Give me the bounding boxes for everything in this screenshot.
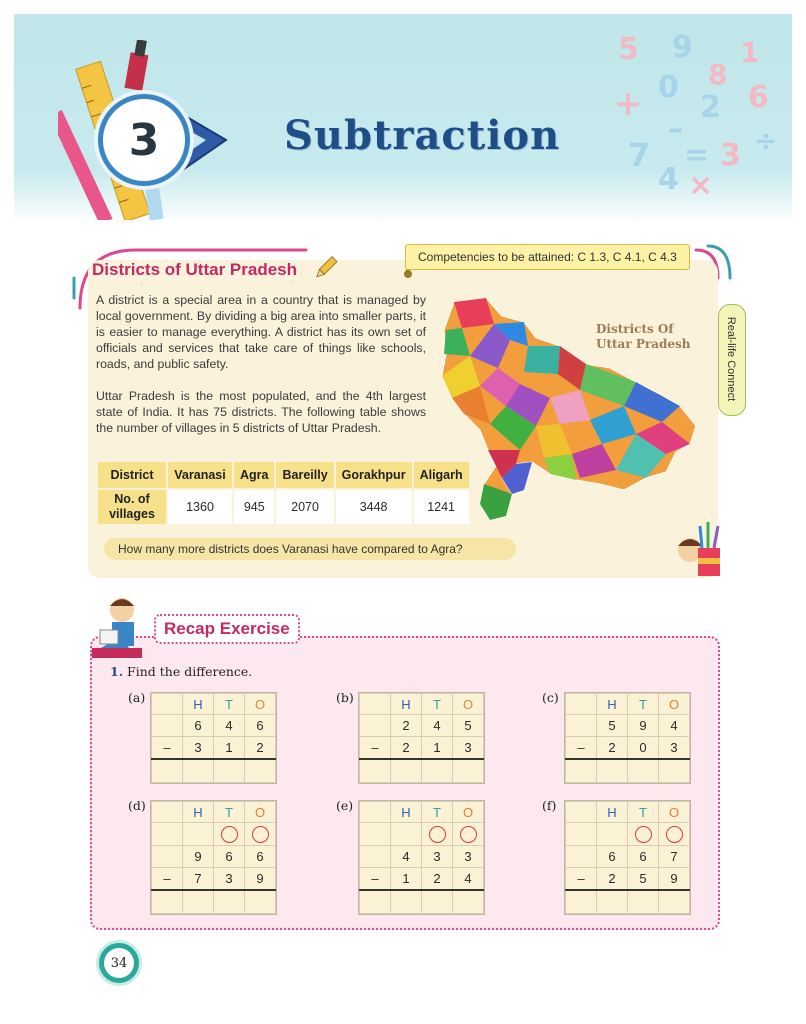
table-cell: 945 (234, 490, 274, 524)
minus-sign: – (566, 737, 597, 760)
competency-tag: Competencies to be attained: C 1.3, C 4.1, C 4.3 (405, 244, 690, 270)
subtrahend-digit: 3 (183, 737, 214, 760)
column-header: Varanasi (168, 462, 232, 488)
column-header: Bareilly (276, 462, 333, 488)
tens-header: T (214, 802, 245, 823)
state-paragraph: Uttar Pradesh is the most populated, and the 4th largest state of India. It has 75 districts. The following table shows the number of villages in 5 districts of Uttar Pradesh. (96, 389, 426, 435)
column-header: Gorakhpur (336, 462, 412, 488)
decor-digit: 9 (672, 30, 693, 65)
borrow-circle[interactable] (453, 823, 484, 846)
table-cell: 1360 (168, 490, 232, 524)
borrow-circle[interactable] (245, 823, 276, 846)
decor-digit: 2 (700, 90, 721, 125)
question-1 (110, 664, 252, 679)
answer-cell[interactable] (391, 759, 422, 783)
subtrahend-digit: 1 (214, 737, 245, 760)
subtrahend-digit: 5 (628, 868, 659, 891)
decor-digit: = (684, 138, 710, 173)
decor-digit: + (614, 84, 643, 124)
minus-sign: – (360, 737, 391, 760)
decor-digit: 5 (618, 32, 639, 67)
subtrahend-digit: 0 (628, 737, 659, 760)
hundreds-header: H (597, 802, 628, 823)
answer-cell[interactable] (453, 759, 484, 783)
borrow-circle[interactable] (628, 823, 659, 846)
subtraction-grid-e (358, 800, 485, 915)
decor-digit: 1 (740, 36, 760, 69)
problem-label: (c) (542, 690, 559, 705)
minuend-digit: 4 (391, 846, 422, 868)
subtraction-grid-f (564, 800, 691, 915)
minuend-digit: 6 (597, 846, 628, 868)
tens-header: T (422, 802, 453, 823)
ones-header: O (453, 802, 484, 823)
table-row (98, 462, 469, 488)
subtrahend-digit: 9 (659, 868, 690, 891)
table-cell: 3448 (336, 490, 412, 524)
question-text: Find the difference. (127, 664, 253, 679)
subtraction-grid-a (150, 692, 277, 784)
minuend-digit: 2 (391, 715, 422, 737)
subtrahend-digit: 4 (453, 868, 484, 891)
decor-digit: 0 (658, 70, 679, 105)
districts-title: Districts of Uttar Pradesh (92, 260, 297, 279)
minuend-digit: 9 (183, 846, 214, 868)
answer-cell[interactable] (391, 890, 422, 914)
minus-sign: – (566, 868, 597, 891)
hundreds-header: H (391, 802, 422, 823)
minuend-digit: 7 (659, 846, 690, 868)
tens-header: T (628, 694, 659, 715)
minus-sign: – (152, 868, 183, 891)
problem-label: (b) (336, 690, 354, 705)
minuend-digit: 9 (628, 715, 659, 737)
minuend-digit: 3 (453, 846, 484, 868)
decor-digit: – (668, 112, 683, 147)
table-row (98, 490, 469, 524)
subtrahend-digit: 3 (659, 737, 690, 760)
answer-cell[interactable] (214, 759, 245, 783)
minuend-digit: 6 (628, 846, 659, 868)
hundreds-header: H (183, 694, 214, 715)
girl-with-pencil-cup-illustration (672, 518, 726, 578)
decor-digit: 8 (708, 58, 728, 91)
subtraction-grid-c (564, 692, 691, 784)
subtraction-grid-d (150, 800, 277, 915)
problem-label: (f) (542, 798, 557, 813)
decor-digit: 3 (720, 138, 741, 173)
hundreds-header: H (391, 694, 422, 715)
subtrahend-digit: 2 (422, 868, 453, 891)
minuend-digit: 4 (422, 715, 453, 737)
row-header-villages: No. of villages (98, 490, 166, 524)
answer-cell[interactable] (183, 890, 214, 914)
page-number: 34 (104, 948, 134, 978)
subtrahend-digit: 3 (453, 737, 484, 760)
chapter-number: 3 (128, 114, 160, 166)
answer-cell[interactable] (422, 759, 453, 783)
minuend-digit: 5 (453, 715, 484, 737)
column-header: Agra (234, 462, 274, 488)
subtrahend-digit: 2 (597, 868, 628, 891)
minuend-digit: 4 (659, 715, 690, 737)
subtrahend-digit: 7 (183, 868, 214, 891)
answer-cell[interactable] (597, 890, 628, 914)
answer-cell[interactable] (422, 890, 453, 914)
ones-header: O (245, 802, 276, 823)
answer-cell[interactable] (214, 890, 245, 914)
pencil-icon (312, 255, 338, 281)
answer-cell[interactable] (659, 890, 690, 914)
villages-table (96, 460, 471, 526)
decor-digit: 6 (748, 80, 769, 115)
decor-digit: ÷ (754, 124, 778, 157)
decor-digit: × (688, 168, 714, 203)
subtrahend-digit: 2 (391, 737, 422, 760)
minus-sign: – (360, 868, 391, 891)
minuend-digit: 6 (214, 846, 245, 868)
hundreds-header: H (597, 694, 628, 715)
decorative-numbers (600, 28, 790, 208)
map-title-line1: Districts Of (596, 322, 674, 336)
minuend-digit: 5 (597, 715, 628, 737)
chapter-number-badge (98, 94, 190, 186)
tens-header: T (422, 694, 453, 715)
subtraction-grid-b (358, 692, 485, 784)
problem-label: (e) (336, 798, 354, 813)
minus-sign: – (152, 737, 183, 760)
map-title-line2: Uttar Pradesh (596, 337, 691, 351)
minuend-digit: 4 (214, 715, 245, 737)
minuend-digit: 3 (422, 846, 453, 868)
hundreds-header: H (183, 802, 214, 823)
minuend-digit: 6 (245, 846, 276, 868)
page-number-badge (96, 940, 142, 986)
ones-header: O (245, 694, 276, 715)
answer-cell[interactable] (628, 890, 659, 914)
borrow-circle[interactable] (422, 823, 453, 846)
subtrahend-digit: 3 (214, 868, 245, 891)
minuend-digit: 6 (183, 715, 214, 737)
answer-cell[interactable] (453, 890, 484, 914)
question-text: How many more districts does Varanasi have compared to Agra? (104, 538, 516, 560)
tens-header: T (628, 802, 659, 823)
subtrahend-digit: 1 (422, 737, 453, 760)
map-title (596, 322, 690, 352)
table-cell: 1241 (414, 490, 469, 524)
borrow-circle[interactable] (659, 823, 690, 846)
chapter-title: Subtraction (284, 112, 561, 159)
subtrahend-digit: 2 (245, 737, 276, 760)
decor-digit: 4 (658, 162, 679, 197)
question-number: 1. (110, 664, 124, 679)
answer-cell[interactable] (597, 759, 628, 783)
tens-header: T (214, 694, 245, 715)
problem-label: (a) (128, 690, 146, 705)
ones-header: O (659, 694, 690, 715)
subtrahend-digit: 1 (391, 868, 422, 891)
ones-header: O (659, 802, 690, 823)
column-header: Aligarh (414, 462, 469, 488)
decor-digit: 7 (628, 136, 651, 174)
answer-cell[interactable] (659, 759, 690, 783)
answer-cell[interactable] (628, 759, 659, 783)
ones-header: O (453, 694, 484, 715)
table-cell: 2070 (276, 490, 333, 524)
answer-cell[interactable] (245, 759, 276, 783)
borrow-circle[interactable] (214, 823, 245, 846)
subtrahend-digit: 2 (597, 737, 628, 760)
answer-cell[interactable] (245, 890, 276, 914)
problem-label: (d) (128, 798, 146, 813)
row-header-district: District (98, 462, 166, 488)
answer-cell[interactable] (183, 759, 214, 783)
boy-reading-illustration (86, 594, 156, 662)
real-life-connect-label: Real-life Connect (725, 316, 737, 402)
recap-exercise-title: Recap Exercise (154, 614, 300, 644)
intro-paragraph: A district is a special area in a country that is managed by local government. By dividing a big area into smaller parts, it is easier to manage everything. A district has its own set of officials and services that take care of things like schools, roads, and public safety. (96, 293, 426, 371)
minuend-digit: 6 (245, 715, 276, 737)
subtrahend-digit: 9 (245, 868, 276, 891)
